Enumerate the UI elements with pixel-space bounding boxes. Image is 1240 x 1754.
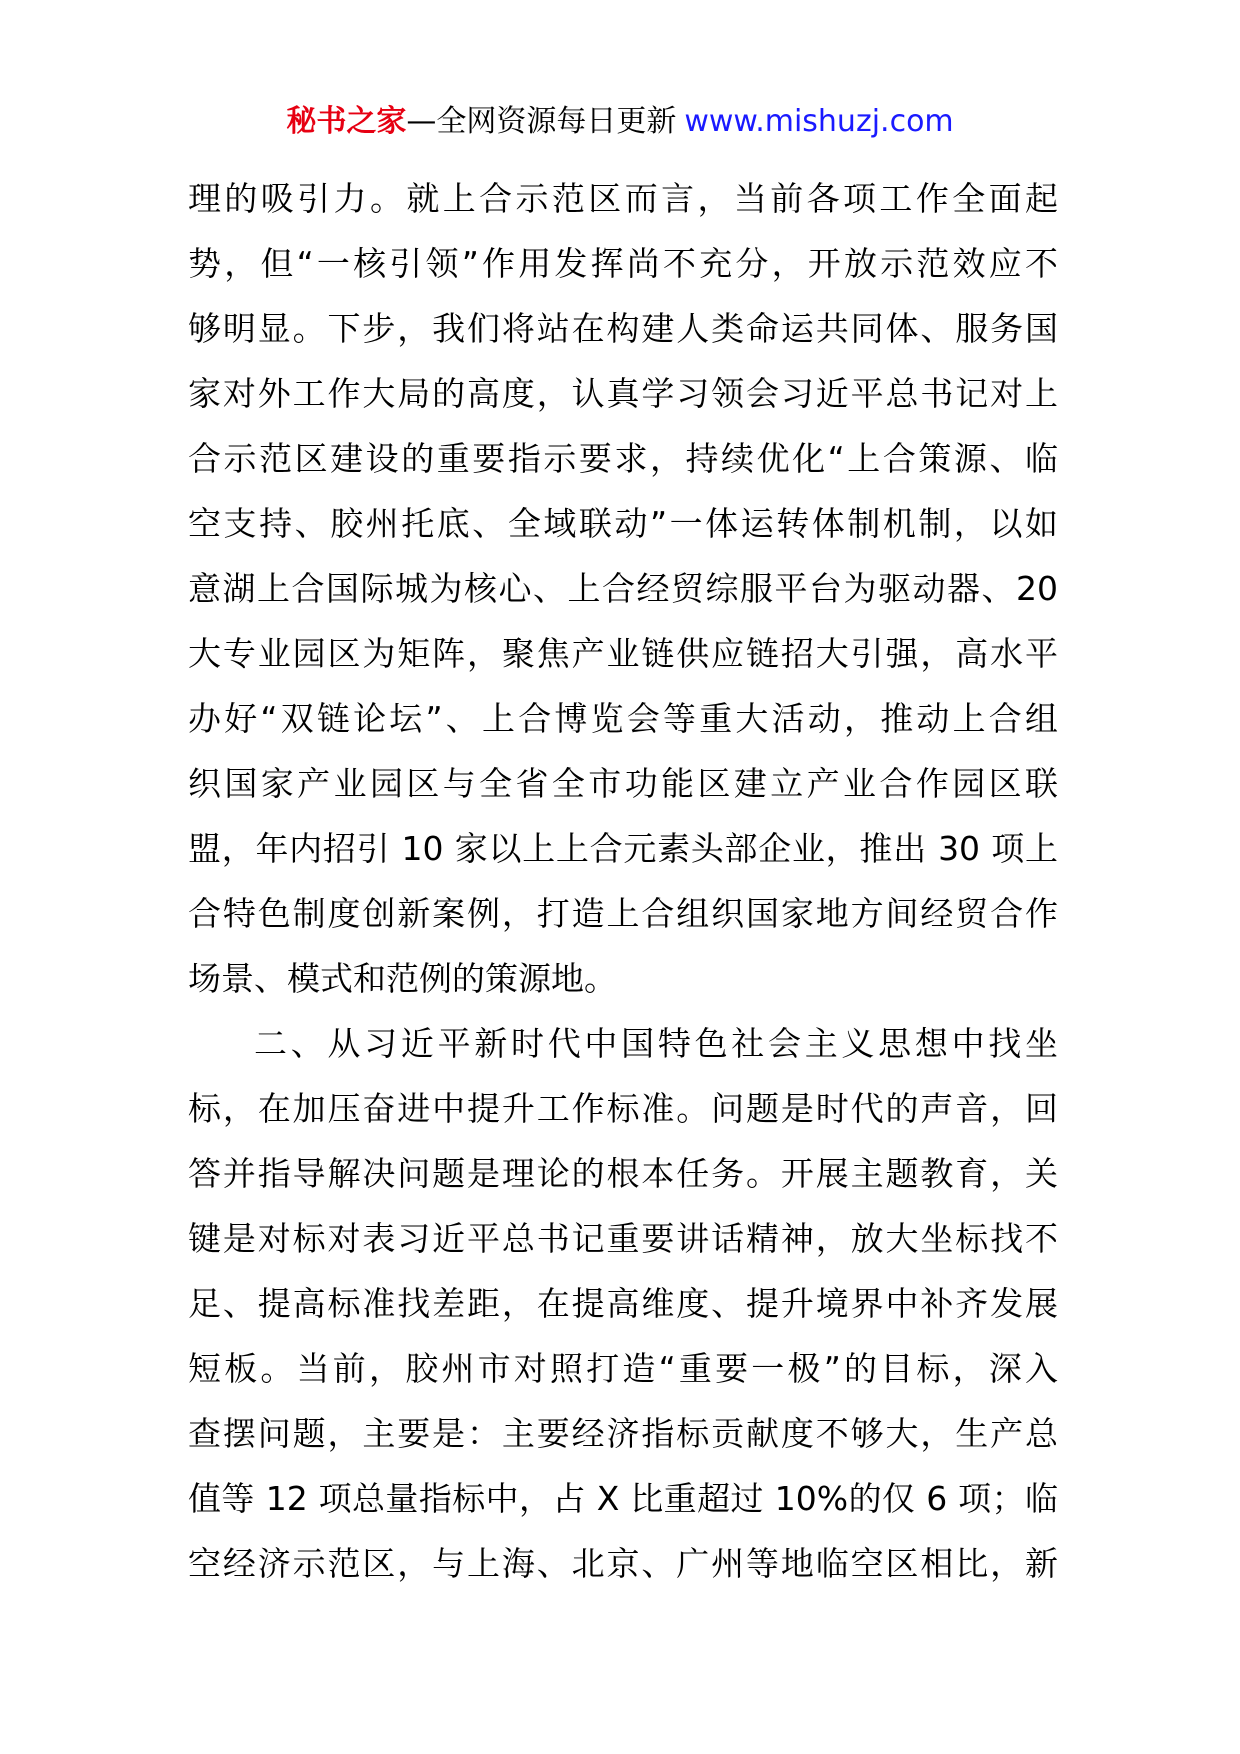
- text-line: 答并指导解决问题是理论的根本任务。开展主题教育，关: [188, 1154, 1058, 1193]
- text-line: 织国家产业园区与全省全市功能区建立产业合作园区联: [188, 764, 1058, 803]
- site-tagline: —全网资源每日更新: [406, 104, 677, 139]
- site-header: [0, 102, 1240, 142]
- text-line: 短板。当前，胶州市对照打造“重要一极”的目标，深入: [188, 1349, 1058, 1388]
- site-url-link[interactable]: www.mishuzj.com: [684, 104, 954, 139]
- text-line: 够明显。下步，我们将站在构建人类命运共同体、服务国: [188, 309, 1058, 348]
- text-line: 值等 12 项总量指标中，占 X 比重超过 10%的仅 6 项；临: [188, 1479, 1058, 1518]
- document-body: [188, 166, 1058, 1596]
- text-line: 理的吸引力。就上合示范区而言，当前各项工作全面起: [188, 179, 1058, 218]
- text-line: 盟，年内招引 10 家以上上合元素头部企业，推出 30 项上: [188, 829, 1058, 868]
- text-line: 空经济示范区，与上海、北京、广州等地临空区相比，新: [188, 1544, 1058, 1583]
- text-line: 场景、模式和范例的策源地。: [188, 959, 617, 998]
- text-line: 办好“双链论坛”、上合博览会等重大活动，推动上合组: [188, 699, 1058, 738]
- site-brand: 秘书之家: [286, 104, 407, 139]
- section-heading-line: 二、从习近平新时代中国特色社会主义思想中找坐: [254, 1024, 1058, 1063]
- text-line: 合特色制度创新案例，打造上合组织国家地方间经贸合作: [188, 894, 1058, 933]
- text-line: 空支持、胶州托底、全域联动”一体运转体制机制，以如: [188, 504, 1058, 543]
- text-line: 势，但“一核引领”作用发挥尚不充分，开放示范效应不: [188, 244, 1058, 283]
- text-line: 足、提高标准找差距，在提高维度、提升境界中补齐发展: [188, 1284, 1058, 1323]
- text-line: 查摆问题，主要是：主要经济指标贡献度不够大，生产总: [188, 1414, 1058, 1453]
- text-line: 标，在加压奋进中提升工作标准。问题是时代的声音，回: [188, 1089, 1058, 1128]
- text-line: 意湖上合国际城为核心、上合经贸综服平台为驱动器、20: [188, 569, 1058, 608]
- text-line: 合示范区建设的重要指示要求，持续优化“上合策源、临: [188, 439, 1058, 478]
- text-line: 家对外工作大局的高度，认真学习领会习近平总书记对上: [188, 374, 1058, 413]
- text-line: 大专业园区为矩阵，聚焦产业链供应链招大引强，高水平: [188, 634, 1058, 673]
- text-line: 键是对标对表习近平总书记重要讲话精神，放大坐标找不: [188, 1219, 1058, 1258]
